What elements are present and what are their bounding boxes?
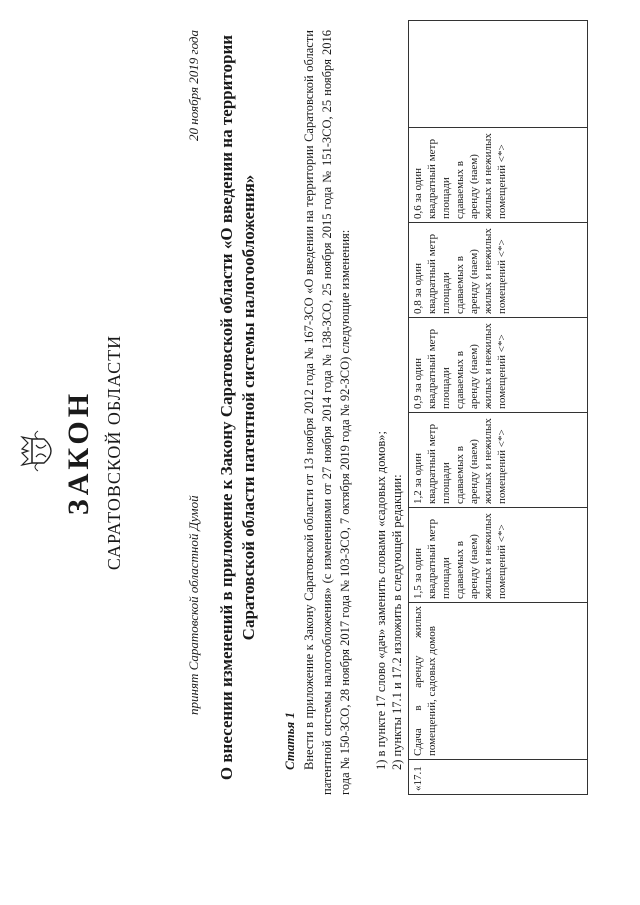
adoption-date: 20 ноября 2019 года xyxy=(186,30,201,141)
rate-cell: 0,6 за один квадратный метр площади сдаваемых в аренду (наем) жилых и нежилых помещений <*> xyxy=(409,128,588,223)
rate-cell: 0,8 за один квадратный метр площади сдаваемых в аренду (наем) жилых и нежилых помещений <*> xyxy=(409,223,588,318)
activity-cell: Сдача в аренду жилых помещений, садовых домов xyxy=(409,603,588,760)
region-title: САРАТОВСКОЙ ОБЛАСТИ xyxy=(104,334,124,571)
rates-table xyxy=(408,20,588,795)
table-row xyxy=(409,21,588,795)
rate-cell: 0,9 за один квадратный метр площади сдаваемых в аренду (наем) жилых и нежилых помещений <*> xyxy=(409,318,588,413)
row-number: «17.1 xyxy=(409,760,588,795)
coat-of-arms-icon xyxy=(18,429,58,473)
empty-cell xyxy=(409,21,588,128)
article-text: Внести в приложение к Закону Саратовской области от 13 ноября 2012 года № 167-ЗСО «О введении на территории Саратовской области патентной системы налогообложения» (с изменениями от 27 ноября 2014 года № 138-ЗСО, 25 ноября 2015 года № 151-ЗСО, 25 ноября 2016 года № 150-ЗСО, 28 ноября 2017 года № 103-ЗСО, 7 октября 2019 года № 92-ЗСО) следующие изменения: xyxy=(302,30,352,795)
adopted-by: принят Саратовской областной Думой xyxy=(186,495,201,715)
document-title: ЗАКОН xyxy=(62,389,95,516)
rate-cell: 1,2 за один квадратный метр площади сдаваемых в аренду (наем) жилых и нежилых помещений <*> xyxy=(409,413,588,508)
article-title: Статья 1 xyxy=(282,712,297,770)
article-point-1: 1) в пункте 17 слово «дач» заменить словами «садовых домов»; xyxy=(374,430,388,770)
law-heading: О внесении изменений в приложение к Закону Саратовской области «О введении на территории Саратовской области патентной системы налогообложения» xyxy=(217,34,258,781)
rate-cell: 1,5 за один квадратный метр площади сдаваемых в аренду (наем) жилых и нежилых помещений <*> xyxy=(409,508,588,603)
article-point-2: 2) пункты 17.1 и 17.2 изложить в следующей редакции: xyxy=(390,474,404,770)
